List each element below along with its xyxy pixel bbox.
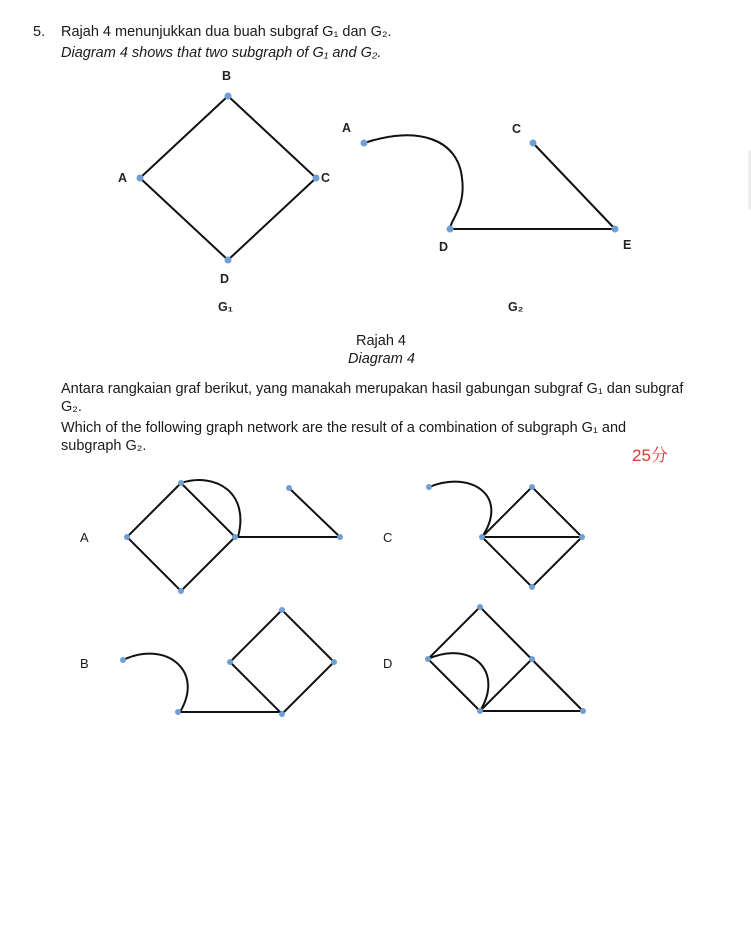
option-d-graph (425, 604, 586, 714)
prompt-english-line2: subgraph G₂. (61, 438, 147, 454)
score-annotation: 25分 (632, 446, 668, 465)
g1-label-d: D (220, 272, 230, 286)
option-b-vertex-4 (227, 659, 233, 665)
option-a-vertex-3 (178, 588, 184, 594)
option-d-vertex-3 (477, 708, 483, 714)
question-number: 5. (33, 24, 46, 40)
option-d-vertex-1 (477, 604, 483, 610)
option-b-vertex-5 (279, 711, 285, 717)
g2-label-e: E (623, 238, 632, 252)
g1-label-a: A (118, 171, 128, 185)
diagram-caption-malay: Rajah 4 (356, 333, 406, 349)
option-d-arc (428, 653, 488, 711)
option-c-graph (426, 482, 585, 590)
prompt-english-line1: Which of the following graph network are the result of a combination of subgraph G₁ and (61, 420, 627, 436)
option-a-edge-3 (289, 488, 340, 537)
g2-label-c: C (512, 122, 522, 136)
option-d-vertex-4 (580, 708, 586, 714)
option-b-vertex-3 (279, 607, 285, 613)
g2-name: G₂ (508, 300, 524, 314)
option-b-edge-2 (230, 610, 334, 714)
option-b-graph (120, 607, 337, 717)
option-a-vertex-6 (286, 485, 292, 491)
g1-name: G₁ (218, 300, 233, 314)
option-a-vertex-2 (124, 534, 130, 540)
option-a-vertex-1 (178, 480, 184, 486)
option-d-letter[interactable]: D (383, 656, 393, 671)
option-c-vertex-3 (479, 534, 485, 540)
option-c-letter[interactable]: C (383, 530, 393, 545)
page-edge-shadow (747, 150, 751, 210)
option-b-vertex-6 (331, 659, 337, 665)
prompt-malay-line2: G₂. (61, 399, 82, 415)
g1-label-c: C (321, 171, 331, 185)
option-c-vertex-5 (579, 534, 585, 540)
option-b-letter[interactable]: B (80, 656, 89, 671)
option-c-vertex-4 (529, 584, 535, 590)
option-c-vertex-1 (426, 484, 432, 490)
g2-label-a: A (342, 121, 352, 135)
option-d-vertex-5 (529, 656, 535, 662)
option-a-graph (124, 480, 343, 594)
option-a-edge-1 (127, 483, 235, 591)
prompt-malay-line1: Antara rangkaian graf berikut, yang manakah merupakan hasil gabungan subgraf G₁ dan subgraf (61, 381, 684, 397)
option-b-vertex-1 (120, 657, 126, 663)
option-a-letter[interactable]: A (80, 530, 89, 545)
option-d-edge-1 (428, 607, 480, 711)
option-d-vertex-2 (425, 656, 431, 662)
question-english: Diagram 4 shows that two subgraph of G₁ and G₂. (61, 45, 382, 61)
option-a-vertex-4 (232, 534, 238, 540)
option-c-vertex-2 (529, 484, 535, 490)
option-b-arc (123, 654, 188, 712)
option-c-arc (429, 482, 491, 537)
option-a-vertex-5 (337, 534, 343, 540)
g1-label-b: B (222, 69, 232, 83)
diagram-caption-english: Diagram 4 (348, 351, 415, 367)
option-b-vertex-2 (175, 709, 181, 715)
g2-label-d: D (439, 240, 449, 254)
question-malay: Rajah 4 menunjukkan dua buah subgraf G₁ dan G₂. (61, 24, 392, 40)
option-a-arc (181, 480, 240, 537)
